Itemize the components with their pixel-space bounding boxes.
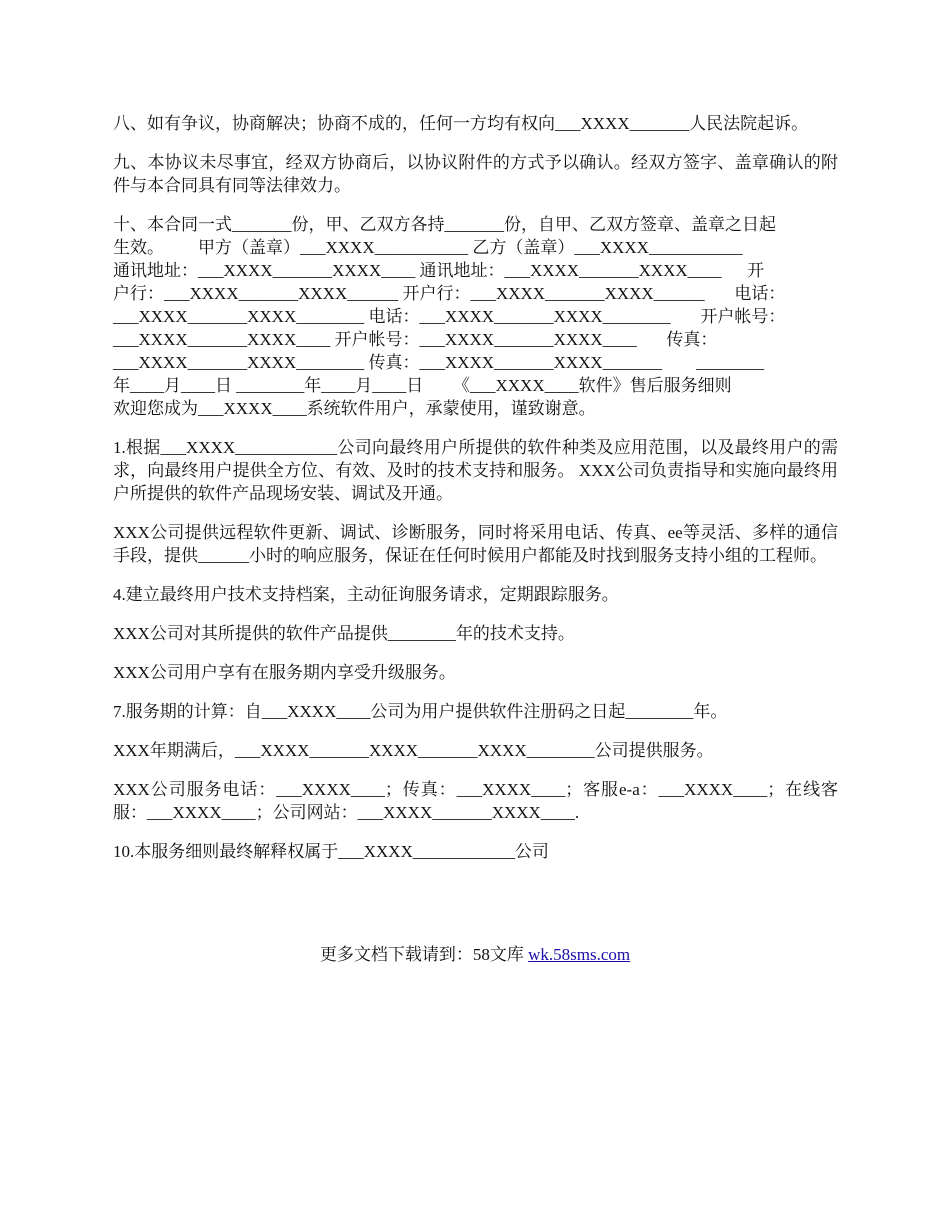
clause-10-signature-block [113, 213, 838, 420]
download-footer [0, 943, 950, 966]
clause-9: 九、本协议未尽事宜，经双方协商后，以协议附件的方式予以确认。经双方签字、盖章确认的附件与本合同具有同等法律效力。 [113, 153, 838, 195]
service-item-remote: XXX公司提供远程软件更新、调试、诊断服务，同时将采用电话、传真、ee等灵活、多样的通信手段，提供______小时的响应服务，保证在任何时候用户都能及时找到服务支持小组的工程师。 [113, 523, 838, 565]
document-body [113, 112, 838, 863]
welcome-line: 欢迎您成为___XXXX____系统软件用户，承蒙使用，谨致谢意。 [113, 399, 596, 418]
signature-line: 户行：___XXXX_______XXXX______ 开户行：___XXXX_______XXXX______ 电话： [113, 284, 786, 303]
clause-10-first-line: 十、本合同一式_______份，甲、乙双方各持_______份，自甲、乙双方签章、盖章之日起 [113, 215, 776, 234]
signature-line: ___XXXX_______XXXX________ 电话：___XXXX_______XXXX________ 开户帐号： [113, 307, 786, 326]
service-item-10: 10.本服务细则最终解释权属于___XXXX____________公司 [113, 842, 549, 861]
signature-line: ___XXXX_______XXXX________ 传真：___XXXX_______XXXX_______ ________ [113, 353, 765, 372]
service-item-1: 1.根据___XXXX____________公司向最终用户所提供的软件种类及应用范围，以及最终用户的需求，向最终用户提供全方位、有效、及时的技术支持和服务。 XXX公司负责指导和实施向最终用户所提供的软件产品现场安装、调试及开通。 [113, 438, 838, 503]
clause-8: 八、如有争议，协商解决；协商不成的，任何一方均有权向___XXXX_______人民法院起诉。 [113, 114, 809, 133]
service-item-support-years: XXX公司对其所提供的软件产品提供________年的技术支持。 [113, 624, 575, 643]
signature-date-line: 年____月____日 ________年____月____日 《___XXXX____软件》售后服务细则 [113, 376, 732, 395]
footer-text: 更多文档下载请到：58文库 [319, 945, 529, 964]
footer-link[interactable]: wk.58sms.com [528, 945, 631, 964]
service-item-upgrade: XXX公司用户享有在服务期内享受升级服务。 [113, 663, 456, 682]
service-item-7: 7.服务期的计算：自___XXXX____公司为用户提供软件注册码之日起________年。 [113, 702, 728, 721]
service-item-contacts: XXX公司服务电话：___XXXX____；传真：___XXXX____；客服e-a：___XXXX____；在线客服：___XXXX____；公司网站：___XXXX_______XXXX____. [113, 780, 838, 822]
signature-line: 生效。 甲方（盖章）___XXXX___________ 乙方（盖章）___XXXX___________ [113, 238, 743, 257]
signature-line: ___XXXX_______XXXX____ 开户帐号：___XXXX_______XXXX____ 传真： [113, 330, 718, 349]
service-item-expiry: XXX年期满后，___XXXX_______XXXX_______XXXX________公司提供服务。 [113, 741, 714, 760]
signature-line: 通讯地址：___XXXX_______XXXX____ 通讯地址：___XXXX_______XXXX____ 开 [113, 261, 765, 280]
service-item-4: 4.建立最终用户技术支持档案，主动征询服务请求，定期跟踪服务。 [113, 585, 619, 604]
